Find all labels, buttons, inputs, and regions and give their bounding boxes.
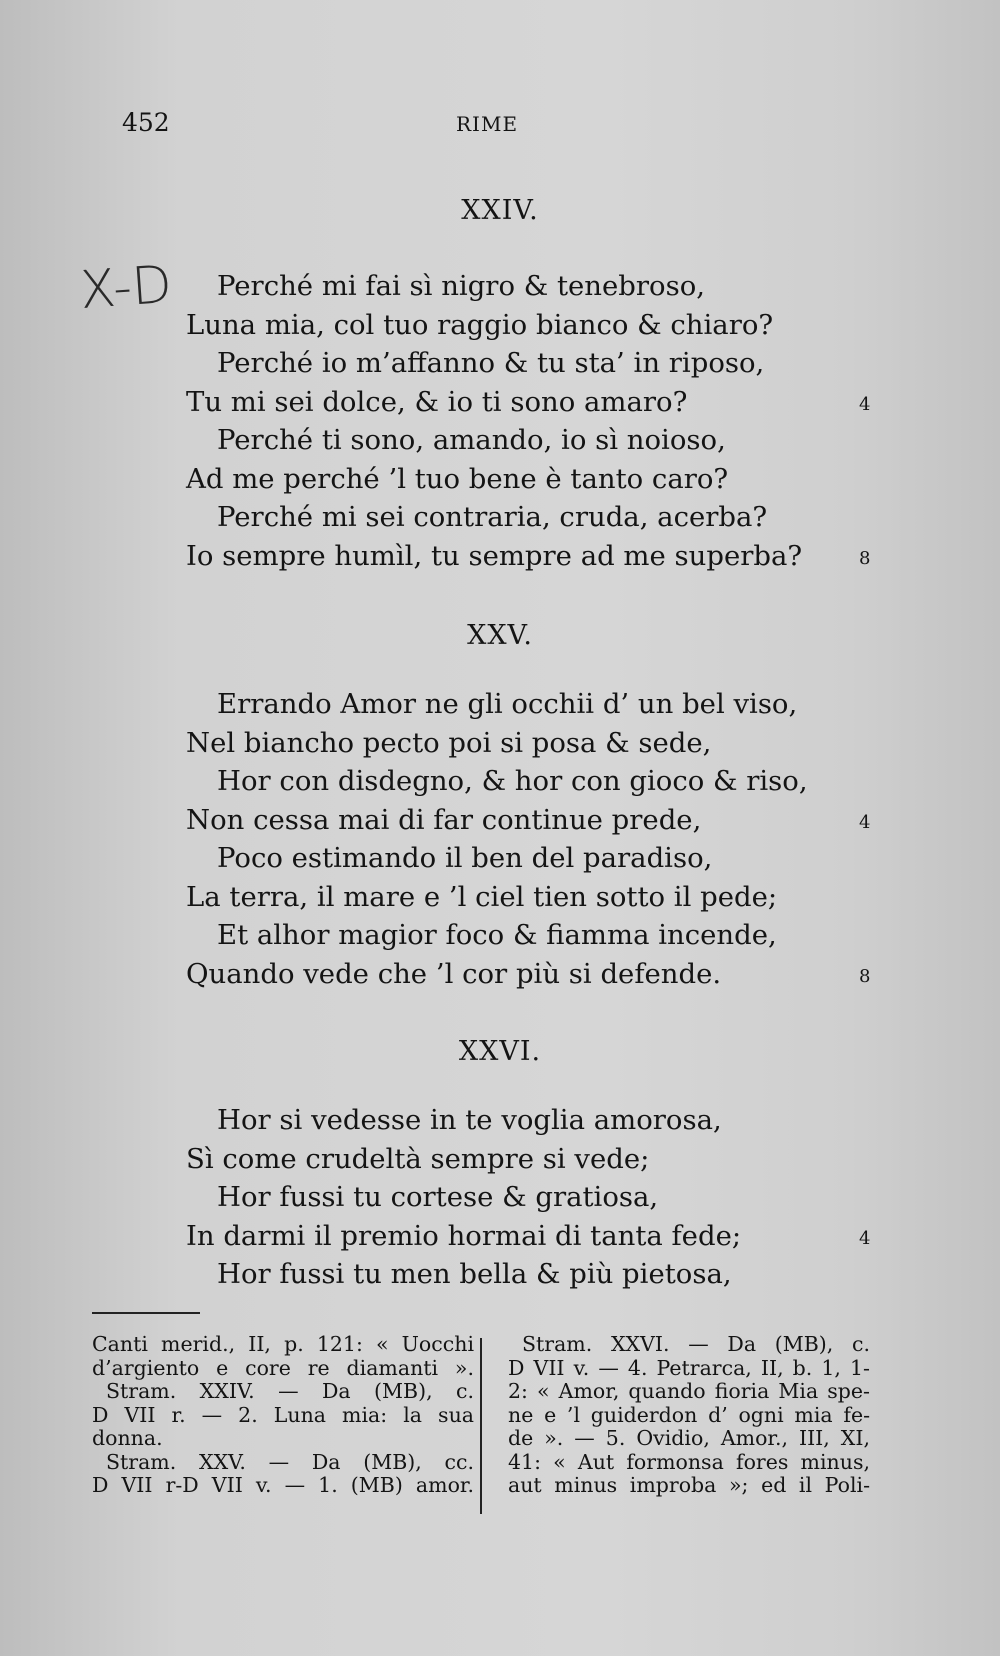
poem-title-xxvi: XXVI. <box>458 1036 542 1067</box>
verse: Hor con disdegno, & hor con gioco & riso, <box>217 765 808 797</box>
footnote-column-divider <box>480 1338 482 1514</box>
footnote-line: de ». — 5. Ovidio, Amor., III, XI, <box>508 1426 870 1450</box>
verse: Sì come crudeltà sempre si vede; <box>186 1142 650 1175</box>
verse: Hor si vedesse in te voglia amorosa, <box>217 1104 722 1136</box>
verse: Tu mi sei dolce, & io ti sono amaro? 4 <box>186 385 871 418</box>
footnote-line: Stram. XXV. — Da (MB), cc. <box>106 1449 474 1474</box>
verse: Non cessa mai di far continue prede, 4 <box>186 803 871 836</box>
footnote-line: Stram. XXVI. — Da (MB), c. <box>522 1332 870 1356</box>
footnote-rule <box>92 1312 200 1314</box>
verse: Errando Amor ne gli occhii d’ un bel viso, <box>217 688 798 720</box>
footnote-line: Canti merid., II, p. 121: « Uocchi <box>92 1332 474 1356</box>
verse: Perché ti sono, amando, io sì noioso, <box>217 424 726 456</box>
verse: Perché io m’affanno & tu sta’ in riposo, <box>217 347 765 379</box>
line-number: 8 <box>859 547 871 569</box>
handwritten-annotation: X-D <box>78 254 174 322</box>
verse: Io sempre humìl, tu sempre ad me superba? 8 <box>186 539 871 572</box>
poem-xxv <box>0 688 1000 996</box>
verse: Perché mi fai sì nigro & tenebroso, <box>217 270 705 302</box>
line-number: 4 <box>859 811 871 833</box>
poem-xxvi <box>0 1104 1000 1297</box>
verse: Et alhor magior foco & fiamma incende, <box>217 919 777 951</box>
verse: Ad me perché ’l tuo bene è tanto caro? <box>186 462 729 495</box>
footnote-line: ne e ’l guiderdon d’ ogni mia fe- <box>508 1402 870 1427</box>
verse: In darmi il premio hormai di tanta fede; 4 <box>186 1219 871 1252</box>
line-number: 4 <box>859 1227 871 1249</box>
poem-title-xxiv: XXIV. <box>461 195 539 226</box>
footnote-line: D VII r. — 2. Luna mia: la sua <box>92 1402 474 1427</box>
verse: Luna mia, col tuo raggio bianco & chiaro? <box>186 308 774 341</box>
footnote-line: aut minus improba »; ed il Poli- <box>508 1473 870 1497</box>
verse: Perché mi sei contraria, cruda, acerba? <box>217 501 768 533</box>
footnote-line: 41: « Aut formonsa fores minus, <box>508 1449 870 1474</box>
footnote-line: Stram. XXIV. — Da (MB), c. <box>106 1379 474 1403</box>
footnote-line: D VII r-D VII v. — 1. (MB) amor. <box>92 1473 474 1497</box>
verse: Quando vede che ’l cor più si defende. 8 <box>186 957 871 990</box>
page-header <box>0 108 1000 148</box>
footnote-line: donna. <box>92 1426 163 1450</box>
footnotes-right-column <box>508 1333 870 1498</box>
verse: Hor fussi tu cortese & gratiosa, <box>217 1181 659 1213</box>
poem-title-xxv: XXV. <box>467 620 533 651</box>
footnotes-left-column <box>92 1333 474 1498</box>
verse: Hor fussi tu men bella & più pietosa, <box>217 1258 732 1290</box>
line-number: 4 <box>859 393 871 415</box>
running-head: RIME <box>456 112 519 136</box>
footnote-line: d’argiento e core re diamanti ». <box>92 1355 474 1380</box>
poem-xxiv <box>0 270 1000 578</box>
verse: Nel biancho pecto poi si posa & sede, <box>186 726 712 759</box>
page-number: 452 <box>122 108 170 137</box>
footnote-line: D VII v. — 4. Petrarca, II, b. 1, 1- <box>508 1355 870 1380</box>
footnote-line: 2: « Amor, quando fioria Mia spe- <box>508 1379 870 1403</box>
line-number: 8 <box>859 965 871 987</box>
verse: La terra, il mare e ’l ciel tien sotto il pede; <box>186 880 778 913</box>
verse: Poco estimando il ben del paradiso, <box>217 842 713 874</box>
